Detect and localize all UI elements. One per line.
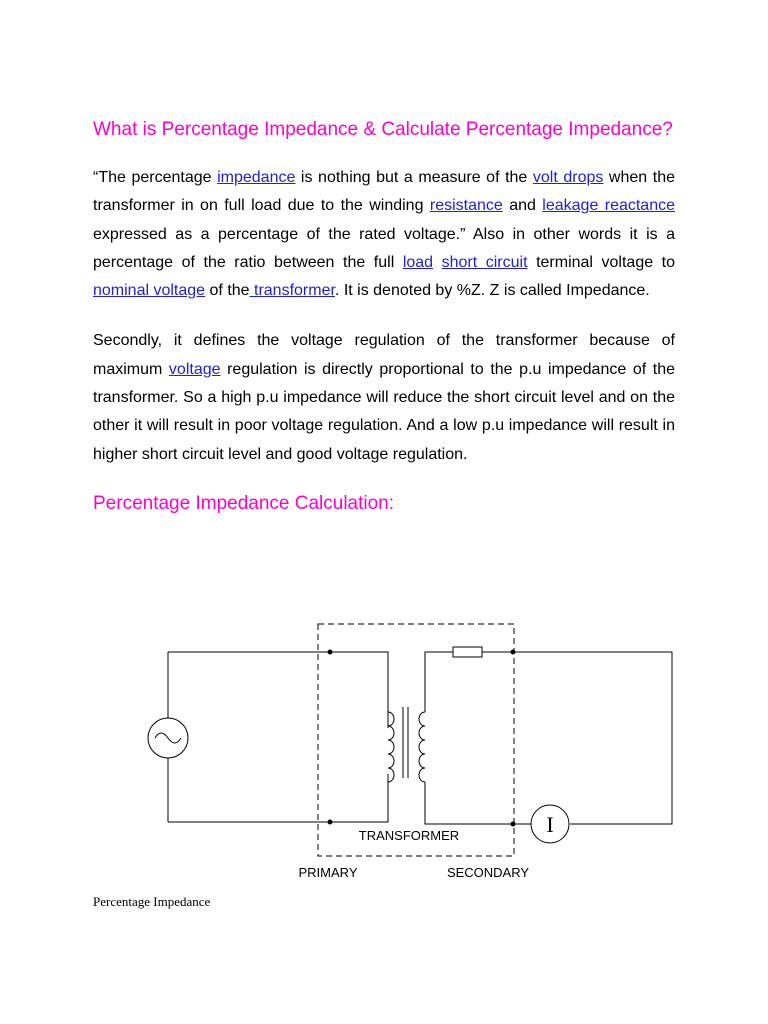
- junction-dot: [328, 650, 333, 655]
- paragraph-definition: [93, 164, 675, 305]
- section-heading: Percentage Impedance Calculation:: [93, 492, 395, 514]
- transformer-boundary: [318, 624, 514, 856]
- link-transformer[interactable]: transformer: [249, 282, 335, 300]
- article-body: [93, 117, 675, 535]
- resistor-icon: [453, 647, 482, 657]
- link-volt-drops[interactable]: volt drops: [532, 169, 604, 186]
- link-impedance[interactable]: impedance: [217, 169, 296, 186]
- secondary-wire-top-right: [482, 652, 672, 824]
- primary-wire-top: [168, 652, 388, 728]
- link-resistance[interactable]: resistance: [429, 197, 503, 215]
- primary-label: PRIMARY: [298, 865, 358, 880]
- text: is nothing but a measure of the: [295, 169, 533, 186]
- junction-dot: [511, 650, 516, 655]
- text: terminal voltage to: [527, 253, 676, 271]
- meter-label: I: [546, 812, 554, 837]
- primary-coil: [388, 712, 394, 782]
- secondary-label: SECONDARY: [446, 865, 530, 880]
- link-load[interactable]: load: [402, 253, 434, 271]
- sine-wave-icon: [155, 733, 181, 743]
- primary-wire-bottom: [168, 774, 388, 822]
- text: regulation is directly proportional to the p.u impedance of the transformer. So a high p.u impedance will reduce the short circuit level and on the other it will result in poor voltage regulation. And a low p.u impedance will result in higher short circuit level and good voltage regulation.: [93, 360, 675, 463]
- figure-caption: Percentage Impedance: [93, 894, 211, 909]
- paragraph-regulation: [93, 327, 675, 468]
- link-leakage-reactance[interactable]: leakage reactance: [542, 197, 676, 215]
- text: [433, 254, 442, 271]
- text: . It is denoted by %Z. Z is called Impedance.: [334, 282, 650, 300]
- secondary-wire-top-left: [425, 652, 453, 712]
- link-nominal-voltage[interactable]: nominal voltage: [93, 282, 206, 300]
- junction-dot: [328, 820, 333, 825]
- text: “The percentage: [93, 169, 218, 186]
- page-title: What is Percentage Impedance & Calculate Percentage Impedance?: [93, 119, 673, 140]
- secondary-coil: [419, 712, 425, 782]
- text: when the transformer in on full load due to the winding: [93, 169, 675, 215]
- text: of the: [205, 282, 250, 300]
- transformer-circuit-diagram: [140, 618, 680, 888]
- junction-dot: [511, 822, 516, 827]
- text: Secondly, it defines the voltage regulation of the transformer because of maximum: [93, 332, 675, 378]
- secondary-wire-bottom: [425, 782, 531, 824]
- text: and: [502, 197, 543, 215]
- text: expressed as a percentage of the rated voltage.” Also in other words it is a percentage of the ratio between the full: [93, 225, 675, 271]
- link-voltage[interactable]: voltage: [168, 360, 221, 378]
- link-short-circuit[interactable]: short circuit: [441, 253, 528, 271]
- transformer-label: TRANSFORMER: [358, 828, 460, 843]
